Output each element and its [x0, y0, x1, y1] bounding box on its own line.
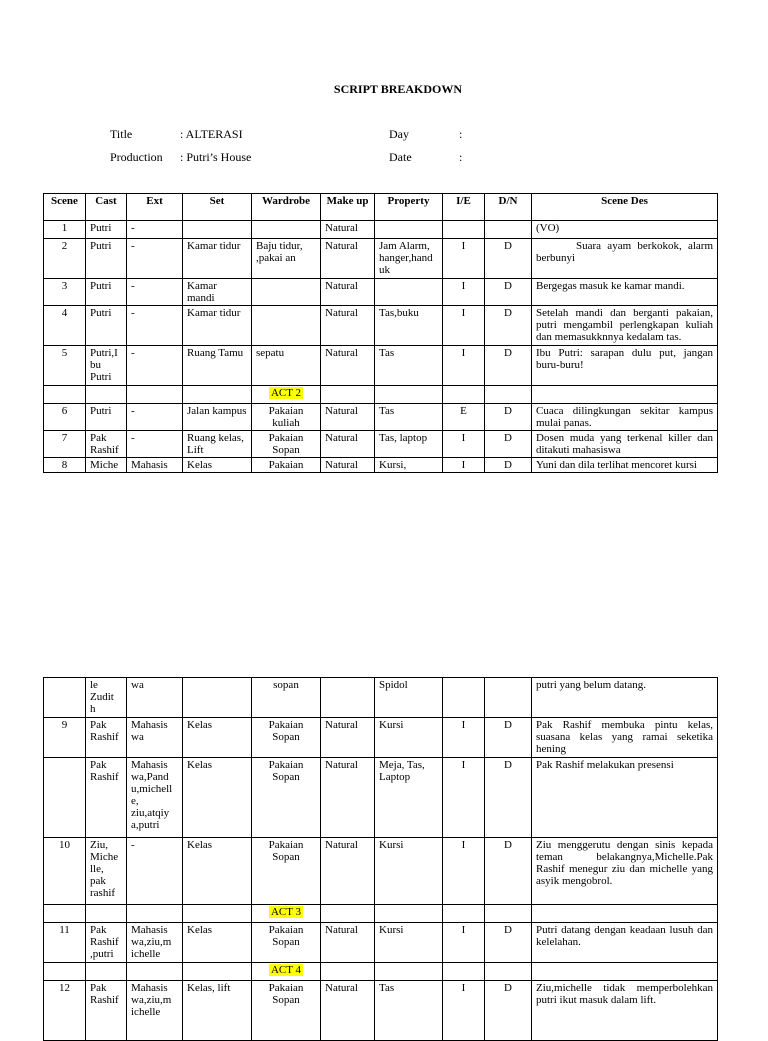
col-header: Make up [321, 194, 375, 221]
cast-cell: Putri,I bu Putri [86, 346, 127, 386]
makeup-cell: Natural [321, 404, 375, 431]
ext-cell: Mahasis wa,ziu,m ichelle [127, 923, 183, 963]
makeup-cell [321, 678, 375, 718]
scene-cell [44, 678, 86, 718]
breakdown-table-page1 [43, 193, 718, 473]
ext-cell: - [127, 239, 183, 279]
ext-cell: Mahasis [127, 458, 183, 473]
ext-cell: - [127, 431, 183, 458]
ie-cell: I [443, 306, 485, 346]
wardrobe-cell: Baju tidur, ,pakai an [252, 239, 321, 279]
wardrobe-cell: Pakaian [252, 458, 321, 473]
scene-des-cell: Ziu menggerutu dengan sinis kepada teman belakangnya,Michelle.Pak Rashif menegur ziu dan michelle yang asyik mengobrol. [532, 838, 718, 905]
ie-cell: I [443, 239, 485, 279]
dn-cell: D [485, 431, 532, 458]
ie-cell: I [443, 838, 485, 905]
table-row [44, 838, 718, 905]
scene-des-cell: Pak Rashif membuka pintu kelas, suasana kelas yang ramai seketika hening [532, 718, 718, 758]
table-row [44, 279, 718, 306]
scene-des-cell: Putri datang dengan keadaan lusuh dan kelelahan. [532, 923, 718, 963]
title-value: : ALTERASI [180, 127, 243, 141]
set-cell: Kelas [183, 923, 252, 963]
table-row [44, 431, 718, 458]
dn-cell: D [485, 838, 532, 905]
scene-des-cell: Dosen muda yang terkenal killer dan ditakuti mahasiswa [532, 431, 718, 458]
dn-cell [485, 221, 532, 239]
cast-cell: Ziu, Miche lle, pak rashif [86, 838, 127, 905]
production-value: : Putri’s House [180, 150, 252, 164]
property-cell: Kursi [375, 923, 443, 963]
cast-cell: Pak Rashif [86, 431, 127, 458]
scene-des-cell: Ziu,michelle tidak memperbolehkan putri ikut masuk dalam lift. [532, 981, 718, 1041]
set-cell: Ruang kelas, Lift [183, 431, 252, 458]
table-row [44, 346, 718, 386]
act-row [44, 386, 718, 404]
table-row [44, 221, 718, 239]
col-header: I/E [443, 194, 485, 221]
ie-cell: I [443, 346, 485, 386]
scene-des-cell: Ibu Putri: sarapan dulu put, jangan buru-buru! [532, 346, 718, 386]
property-cell [375, 221, 443, 239]
set-cell: Kelas [183, 838, 252, 905]
document-title: SCRIPT BREAKDOWN [333, 82, 463, 96]
wardrobe-cell: sopan [252, 678, 321, 718]
dn-cell: D [485, 404, 532, 431]
scene-cell: 3 [44, 279, 86, 306]
act-row [44, 905, 718, 923]
property-cell: Jam Alarm, hanger,hand uk [375, 239, 443, 279]
wardrobe-cell: Pakaian Sopan [252, 838, 321, 905]
scene-des-cell: Pak Rashif melakukan presensi [532, 758, 718, 838]
scene-des-cell: Setelah mandi dan berganti pakaian, putri mengambil perlengkapan kuliah dan memasukknnya kedalam tas. [532, 306, 718, 346]
ie-cell: I [443, 458, 485, 473]
cast-cell: Putri [86, 239, 127, 279]
set-cell [183, 678, 252, 718]
table-header-row [44, 194, 718, 221]
cast-cell: Pak Rashif [86, 718, 127, 758]
wardrobe-cell: Pakaian Sopan [252, 431, 321, 458]
cast-cell: Pak Rashif [86, 758, 127, 838]
date-label: Date [389, 150, 412, 164]
set-cell: Kamar mandi [183, 279, 252, 306]
makeup-cell: Natural [321, 306, 375, 346]
ie-cell: I [443, 758, 485, 838]
col-header: D/N [485, 194, 532, 221]
ext-cell: - [127, 221, 183, 239]
cast-cell: Pak Rashif [86, 981, 127, 1041]
ext-cell: - [127, 346, 183, 386]
title-label: Title [110, 127, 133, 141]
property-cell: Kursi [375, 838, 443, 905]
date-value: : [459, 150, 463, 164]
scene-cell: 12 [44, 981, 86, 1041]
wardrobe-cell: Pakaian Sopan [252, 758, 321, 838]
table-row [44, 981, 718, 1041]
ext-cell: wa [127, 678, 183, 718]
act-label: ACT 2 [270, 387, 302, 399]
property-cell: Tas [375, 404, 443, 431]
table-row [44, 404, 718, 431]
scene-cell: 9 [44, 718, 86, 758]
makeup-cell: Natural [321, 458, 375, 473]
set-cell: Kelas [183, 458, 252, 473]
col-header: Property [375, 194, 443, 221]
wardrobe-cell [252, 221, 321, 239]
ie-cell: I [443, 431, 485, 458]
scene-cell [44, 758, 86, 838]
cast-cell: Putri [86, 404, 127, 431]
ie-cell: I [443, 279, 485, 306]
wardrobe-cell: Pakaian kuliah [252, 404, 321, 431]
scene-cell: 10 [44, 838, 86, 905]
wardrobe-cell: Pakaian Sopan [252, 981, 321, 1041]
production-label: Production [110, 150, 163, 164]
ext-cell: - [127, 404, 183, 431]
property-cell: Tas, laptop [375, 431, 443, 458]
col-header: Cast [86, 194, 127, 221]
set-cell: Kamar tidur [183, 239, 252, 279]
wardrobe-cell: Pakaian Sopan [252, 718, 321, 758]
set-cell: Ruang Tamu [183, 346, 252, 386]
ext-cell: Mahasis wa [127, 718, 183, 758]
act-label: ACT 4 [270, 964, 302, 976]
makeup-cell: Natural [321, 718, 375, 758]
makeup-cell: Natural [321, 838, 375, 905]
breakdown-table-page2 [43, 677, 718, 1041]
table-row [44, 306, 718, 346]
set-cell: Jalan kampus [183, 404, 252, 431]
act-row [44, 963, 718, 981]
dn-cell: D [485, 718, 532, 758]
scene-cell: 6 [44, 404, 86, 431]
dn-cell: D [485, 458, 532, 473]
dn-cell: D [485, 279, 532, 306]
makeup-cell: Natural [321, 221, 375, 239]
dn-cell: D [485, 981, 532, 1041]
cast-cell: Miche [86, 458, 127, 473]
ie-cell [443, 221, 485, 239]
cast-cell: Putri [86, 279, 127, 306]
table-row [44, 718, 718, 758]
set-cell: Kelas, lift [183, 981, 252, 1041]
ext-cell: - [127, 279, 183, 306]
dn-cell: D [485, 346, 532, 386]
table-row [44, 678, 718, 718]
ie-cell: I [443, 923, 485, 963]
scene-des-cell: (VO) [532, 221, 718, 239]
table-row [44, 458, 718, 473]
ie-cell [443, 678, 485, 718]
scene-des-cell: Cuaca dilingkungan sekitar kampus mulai panas. [532, 404, 718, 431]
scene-cell: 7 [44, 431, 86, 458]
makeup-cell: Natural [321, 758, 375, 838]
makeup-cell: Natural [321, 923, 375, 963]
ext-cell: Mahasis wa,Pand u,michell e, ziu,atqiy a,putri [127, 758, 183, 838]
ext-cell: Mahasis wa,ziu,m ichelle [127, 981, 183, 1041]
wardrobe-cell: Pakaian Sopan [252, 923, 321, 963]
makeup-cell: Natural [321, 981, 375, 1041]
makeup-cell: Natural [321, 239, 375, 279]
col-header: Set [183, 194, 252, 221]
scene-des-cell: putri yang belum datang. [532, 678, 718, 718]
scene-des-cell: Suara ayam berkokok, alarm berbunyi [532, 239, 718, 279]
set-cell: Kamar tidur [183, 306, 252, 346]
table-row [44, 923, 718, 963]
ie-cell: I [443, 981, 485, 1041]
cast-cell: Putri [86, 221, 127, 239]
scene-cell: 4 [44, 306, 86, 346]
table-row [44, 758, 718, 838]
set-cell: Kelas [183, 718, 252, 758]
set-cell: Kelas [183, 758, 252, 838]
ie-cell: E [443, 404, 485, 431]
scene-cell: 11 [44, 923, 86, 963]
property-cell: Spidol [375, 678, 443, 718]
wardrobe-cell [252, 279, 321, 306]
dn-cell: D [485, 239, 532, 279]
dn-cell [485, 678, 532, 718]
col-header: Wardrobe [252, 194, 321, 221]
scene-cell: 5 [44, 346, 86, 386]
scene-cell: 8 [44, 458, 86, 473]
property-cell: Tas [375, 981, 443, 1041]
table-row [44, 239, 718, 279]
property-cell: Tas,buku [375, 306, 443, 346]
property-cell: Kursi, [375, 458, 443, 473]
cast-cell: le Zudit h [86, 678, 127, 718]
col-header: Scene [44, 194, 86, 221]
cast-cell: Putri [86, 306, 127, 346]
scene-cell: 1 [44, 221, 86, 239]
scene-des-cell: Bergegas masuk ke kamar mandi. [532, 279, 718, 306]
ext-cell: - [127, 838, 183, 905]
set-cell [183, 221, 252, 239]
wardrobe-cell [252, 306, 321, 346]
col-header: Ext [127, 194, 183, 221]
wardrobe-cell: sepatu [252, 346, 321, 386]
day-value: : [459, 127, 463, 141]
dn-cell: D [485, 923, 532, 963]
property-cell: Kursi [375, 718, 443, 758]
cast-cell: Pak Rashif ,putri [86, 923, 127, 963]
col-header: Scene Des [532, 194, 718, 221]
day-label: Day [389, 127, 409, 141]
makeup-cell: Natural [321, 279, 375, 306]
dn-cell: D [485, 758, 532, 838]
property-cell: Tas [375, 346, 443, 386]
ie-cell: I [443, 718, 485, 758]
property-cell: Meja, Tas, Laptop [375, 758, 443, 838]
scene-cell: 2 [44, 239, 86, 279]
scene-des-cell: Yuni dan dila terlihat mencoret kursi [532, 458, 718, 473]
dn-cell: D [485, 306, 532, 346]
ext-cell: - [127, 306, 183, 346]
property-cell [375, 279, 443, 306]
act-label: ACT 3 [270, 906, 302, 918]
makeup-cell: Natural [321, 346, 375, 386]
makeup-cell: Natural [321, 431, 375, 458]
